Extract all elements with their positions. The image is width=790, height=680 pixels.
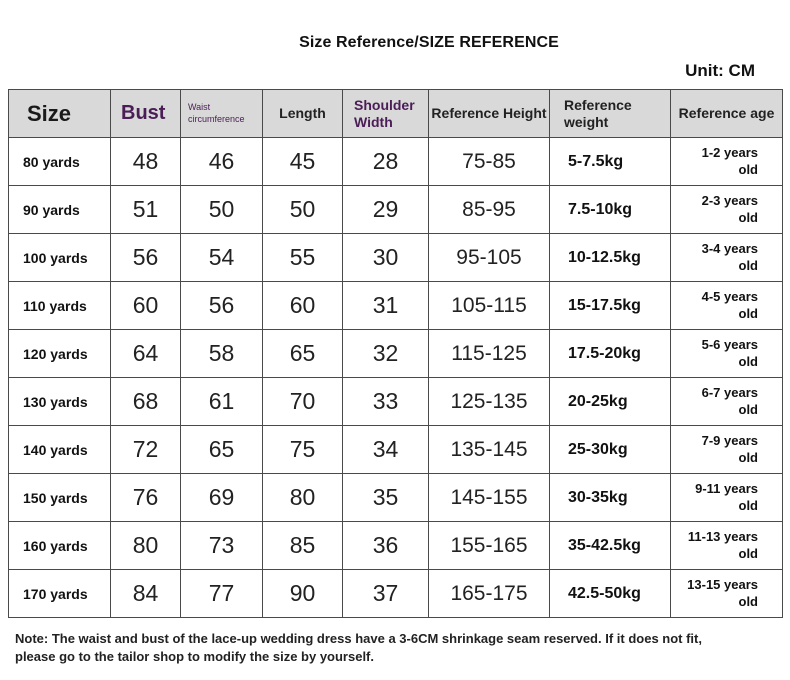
cell-age bbox=[671, 426, 783, 474]
table-row bbox=[9, 186, 783, 234]
cell-waist: 50 bbox=[181, 186, 263, 234]
cell-shoulder: 34 bbox=[343, 426, 429, 474]
cell-weight: 10-12.5kg bbox=[550, 234, 671, 282]
cell-shoulder: 28 bbox=[343, 138, 429, 186]
cell-length: 60 bbox=[263, 282, 343, 330]
cell-waist: 61 bbox=[181, 378, 263, 426]
cell-bust: 68 bbox=[111, 378, 181, 426]
chart-title: Size Reference/SIZE REFERENCE bbox=[299, 34, 559, 51]
table-row bbox=[9, 234, 783, 282]
cell-age bbox=[671, 570, 783, 618]
cell-age bbox=[671, 522, 783, 570]
cell-waist: 73 bbox=[181, 522, 263, 570]
cell-age bbox=[671, 378, 783, 426]
cell-age-line1: 11-13 years bbox=[687, 528, 758, 544]
cell-age bbox=[671, 474, 783, 522]
cell-age bbox=[671, 138, 783, 186]
cell-shoulder: 36 bbox=[343, 522, 429, 570]
table-row bbox=[9, 522, 783, 570]
note-line-1: Note: The waist and bust of the lace-up wedding dress have a 3-6CM shrinkage seam reserved. If it does not fit, bbox=[15, 631, 702, 646]
header-weight bbox=[550, 90, 671, 138]
note-line-2: please go to the tailor shop to modify the size by yourself. bbox=[15, 649, 374, 664]
cell-bust: 76 bbox=[111, 474, 181, 522]
cell-shoulder: 37 bbox=[343, 570, 429, 618]
cell-age-line1: 3-4 years bbox=[701, 240, 758, 256]
cell-weight: 42.5-50kg bbox=[550, 570, 671, 618]
header-row bbox=[9, 90, 783, 138]
cell-height: 125-135 bbox=[429, 378, 550, 426]
header-height: Reference Height bbox=[429, 90, 550, 138]
table-body bbox=[9, 138, 783, 618]
cell-length: 55 bbox=[263, 234, 343, 282]
cell-bust: 51 bbox=[111, 186, 181, 234]
cell-weight: 7.5-10kg bbox=[550, 186, 671, 234]
cell-bust: 56 bbox=[111, 234, 181, 282]
cell-age-line2: old bbox=[738, 209, 758, 225]
cell-shoulder: 32 bbox=[343, 330, 429, 378]
cell-height: 145-155 bbox=[429, 474, 550, 522]
cell-waist: 46 bbox=[181, 138, 263, 186]
cell-age-line2: old bbox=[738, 497, 758, 513]
cell-height: 155-165 bbox=[429, 522, 550, 570]
header-bust: Bust bbox=[111, 90, 181, 138]
cell-age-line2: old bbox=[738, 161, 758, 177]
cell-size: 140 yards bbox=[9, 426, 111, 474]
cell-length: 45 bbox=[263, 138, 343, 186]
cell-age-line2: old bbox=[738, 305, 758, 321]
header-shoulder-line1: Shoulder bbox=[354, 97, 415, 114]
cell-age-line1: 1-2 years bbox=[701, 144, 758, 160]
cell-age-line1: 13-15 years bbox=[687, 576, 758, 592]
cell-height: 135-145 bbox=[429, 426, 550, 474]
header-age: Reference age bbox=[671, 90, 783, 138]
cell-shoulder: 29 bbox=[343, 186, 429, 234]
cell-age-line1: 9-11 years bbox=[695, 480, 758, 496]
cell-length: 50 bbox=[263, 186, 343, 234]
cell-weight: 5-7.5kg bbox=[550, 138, 671, 186]
cell-height: 105-115 bbox=[429, 282, 550, 330]
cell-age-line2: old bbox=[738, 401, 758, 417]
cell-age-line2: old bbox=[738, 593, 758, 609]
header-waist-line1: Waist bbox=[188, 101, 211, 112]
cell-age-line2: old bbox=[738, 545, 758, 561]
cell-weight: 35-42.5kg bbox=[550, 522, 671, 570]
cell-shoulder: 35 bbox=[343, 474, 429, 522]
cell-age-line2: old bbox=[738, 449, 758, 465]
cell-age-line2: old bbox=[738, 257, 758, 273]
cell-age-line1: 7-9 years bbox=[701, 432, 758, 448]
cell-height: 75-85 bbox=[429, 138, 550, 186]
cell-shoulder: 31 bbox=[343, 282, 429, 330]
header-shoulder-line2: Width bbox=[354, 113, 393, 130]
cell-length: 90 bbox=[263, 570, 343, 618]
cell-weight: 20-25kg bbox=[550, 378, 671, 426]
cell-shoulder: 33 bbox=[343, 378, 429, 426]
table-row bbox=[9, 570, 783, 618]
table-row bbox=[9, 378, 783, 426]
cell-height: 165-175 bbox=[429, 570, 550, 618]
header-waist bbox=[181, 90, 263, 138]
cell-bust: 80 bbox=[111, 522, 181, 570]
table-row bbox=[9, 474, 783, 522]
cell-size: 130 yards bbox=[9, 378, 111, 426]
cell-length: 65 bbox=[263, 330, 343, 378]
header-length: Length bbox=[263, 90, 343, 138]
size-table bbox=[8, 89, 783, 618]
cell-size: 110 yards bbox=[9, 282, 111, 330]
cell-height: 115-125 bbox=[429, 330, 550, 378]
cell-age-line1: 4-5 years bbox=[701, 288, 758, 304]
cell-bust: 60 bbox=[111, 282, 181, 330]
cell-weight: 30-35kg bbox=[550, 474, 671, 522]
cell-weight: 17.5-20kg bbox=[550, 330, 671, 378]
cell-bust: 64 bbox=[111, 330, 181, 378]
cell-age-line1: 6-7 years bbox=[701, 384, 758, 400]
cell-shoulder: 30 bbox=[343, 234, 429, 282]
cell-size: 90 yards bbox=[9, 186, 111, 234]
cell-waist: 65 bbox=[181, 426, 263, 474]
unit-label: Unit: CM bbox=[685, 61, 755, 80]
cell-waist: 69 bbox=[181, 474, 263, 522]
cell-age bbox=[671, 282, 783, 330]
header-shoulder bbox=[343, 90, 429, 138]
cell-age-line1: 5-6 years bbox=[701, 336, 758, 352]
cell-waist: 58 bbox=[181, 330, 263, 378]
cell-age-line2: old bbox=[738, 353, 758, 369]
cell-age bbox=[671, 186, 783, 234]
table-row bbox=[9, 282, 783, 330]
cell-size: 150 yards bbox=[9, 474, 111, 522]
note bbox=[15, 630, 790, 666]
cell-bust: 72 bbox=[111, 426, 181, 474]
table-row bbox=[9, 330, 783, 378]
cell-weight: 25-30kg bbox=[550, 426, 671, 474]
cell-bust: 48 bbox=[111, 138, 181, 186]
table-row bbox=[9, 426, 783, 474]
cell-age-line1: 2-3 years bbox=[701, 192, 758, 208]
cell-waist: 56 bbox=[181, 282, 263, 330]
cell-size: 170 yards bbox=[9, 570, 111, 618]
cell-size: 160 yards bbox=[9, 522, 111, 570]
cell-weight: 15-17.5kg bbox=[550, 282, 671, 330]
cell-height: 85-95 bbox=[429, 186, 550, 234]
cell-bust: 84 bbox=[111, 570, 181, 618]
cell-size: 80 yards bbox=[9, 138, 111, 186]
cell-waist: 54 bbox=[181, 234, 263, 282]
cell-age bbox=[671, 234, 783, 282]
cell-length: 75 bbox=[263, 426, 343, 474]
cell-length: 80 bbox=[263, 474, 343, 522]
header-weight-line1: Reference bbox=[564, 97, 632, 114]
cell-size: 100 yards bbox=[9, 234, 111, 282]
cell-length: 70 bbox=[263, 378, 343, 426]
table-row bbox=[9, 138, 783, 186]
cell-age bbox=[671, 330, 783, 378]
header-size: Size bbox=[9, 90, 111, 138]
cell-height: 95-105 bbox=[429, 234, 550, 282]
header-weight-line2: weight bbox=[564, 113, 609, 130]
cell-size: 120 yards bbox=[9, 330, 111, 378]
header-waist-line2: circumference bbox=[188, 113, 245, 124]
cell-length: 85 bbox=[263, 522, 343, 570]
cell-waist: 77 bbox=[181, 570, 263, 618]
